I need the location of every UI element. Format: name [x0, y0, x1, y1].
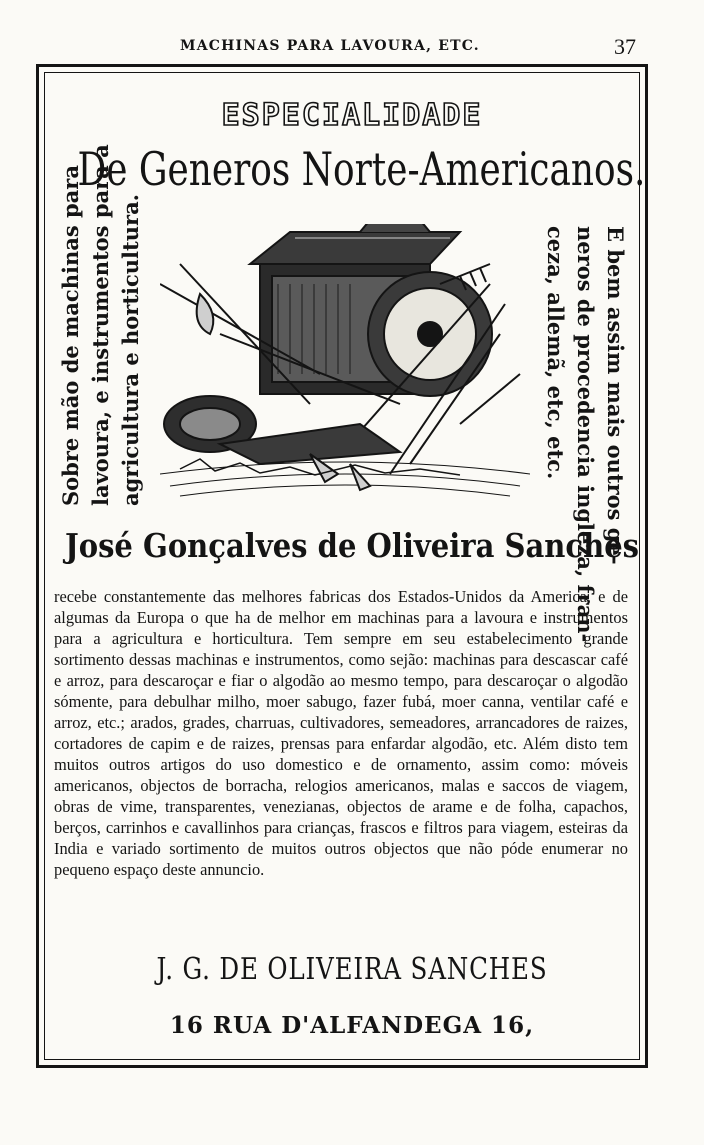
side-right-line: E bem assim mais outros ge- [603, 226, 628, 565]
signature: J. G. DE OLIVEIRA SANCHES [156, 952, 548, 987]
advert-heading: ESPECIALIDADE [221, 98, 483, 133]
proprietor-name: José Gonçalves de Oliveira Sanches [64, 526, 640, 565]
side-left-line: lavoura, e instrumentos para a [88, 144, 113, 506]
farm-implements-engraving-icon [160, 224, 530, 504]
side-text-left [56, 144, 156, 506]
running-title: MACHINAS PARA LAVOURA, ETC. [180, 38, 480, 54]
advert-body [54, 586, 628, 880]
page-number: 37 [614, 34, 636, 59]
body-paragraph: recebe constantemente das melhores fabricas dos Estados-Unidos da America, e de algumas da Europa o que ha de melhor em machinas para a lavoura e instrumentos para a agricultura e horticultura. Tem sempre em seu estabelecimento grande sortimento dessas machinas e instrumentos, como sejão: machinas para descascar café e arroz, para descaroçar e fiar o algodão ao mesmo tempo, para descaroçar o algodão sómente, para debulhar milho, moer sabugo, fazer fubá, moer canna, ventilar café e arroz, etc.; arados, grades, charruas, cultivadores, semeadores, arrancadores de raizes, cortadores de capim e de raizes, prensas para enfardar algodão, etc. Além disto tem muitos outros artigos do uso domestico e de ornamento, assim como: móveis americanos, objectos de borracha, relogios americanos, malas e saccos de viagem, obras de vime, transparentes, venezianas, objectos de arame e de folha, capachos, berços, carrinhos e cavallinhos para crianças, frascos e filtros para viagem, esteiras da India e variado sortimento de muitos outros objectos que não póde enumerar no pequeno espaço deste annuncio. [54, 587, 628, 879]
advert-subheading: De Generos Norte-Americanos. [77, 142, 646, 196]
side-left-line: Sobre mão de machinas para [58, 165, 83, 506]
side-right-line: ceza, allemã, etc, etc. [543, 226, 568, 480]
side-text-right [530, 226, 630, 643]
side-left-line: agricultura e horticultura. [118, 194, 143, 506]
running-head [0, 36, 704, 60]
side-right-line: neros de procedencia ingleza, fran- [573, 226, 598, 643]
address: 16 RUA D'ALFANDEGA 16, [169, 1012, 535, 1039]
